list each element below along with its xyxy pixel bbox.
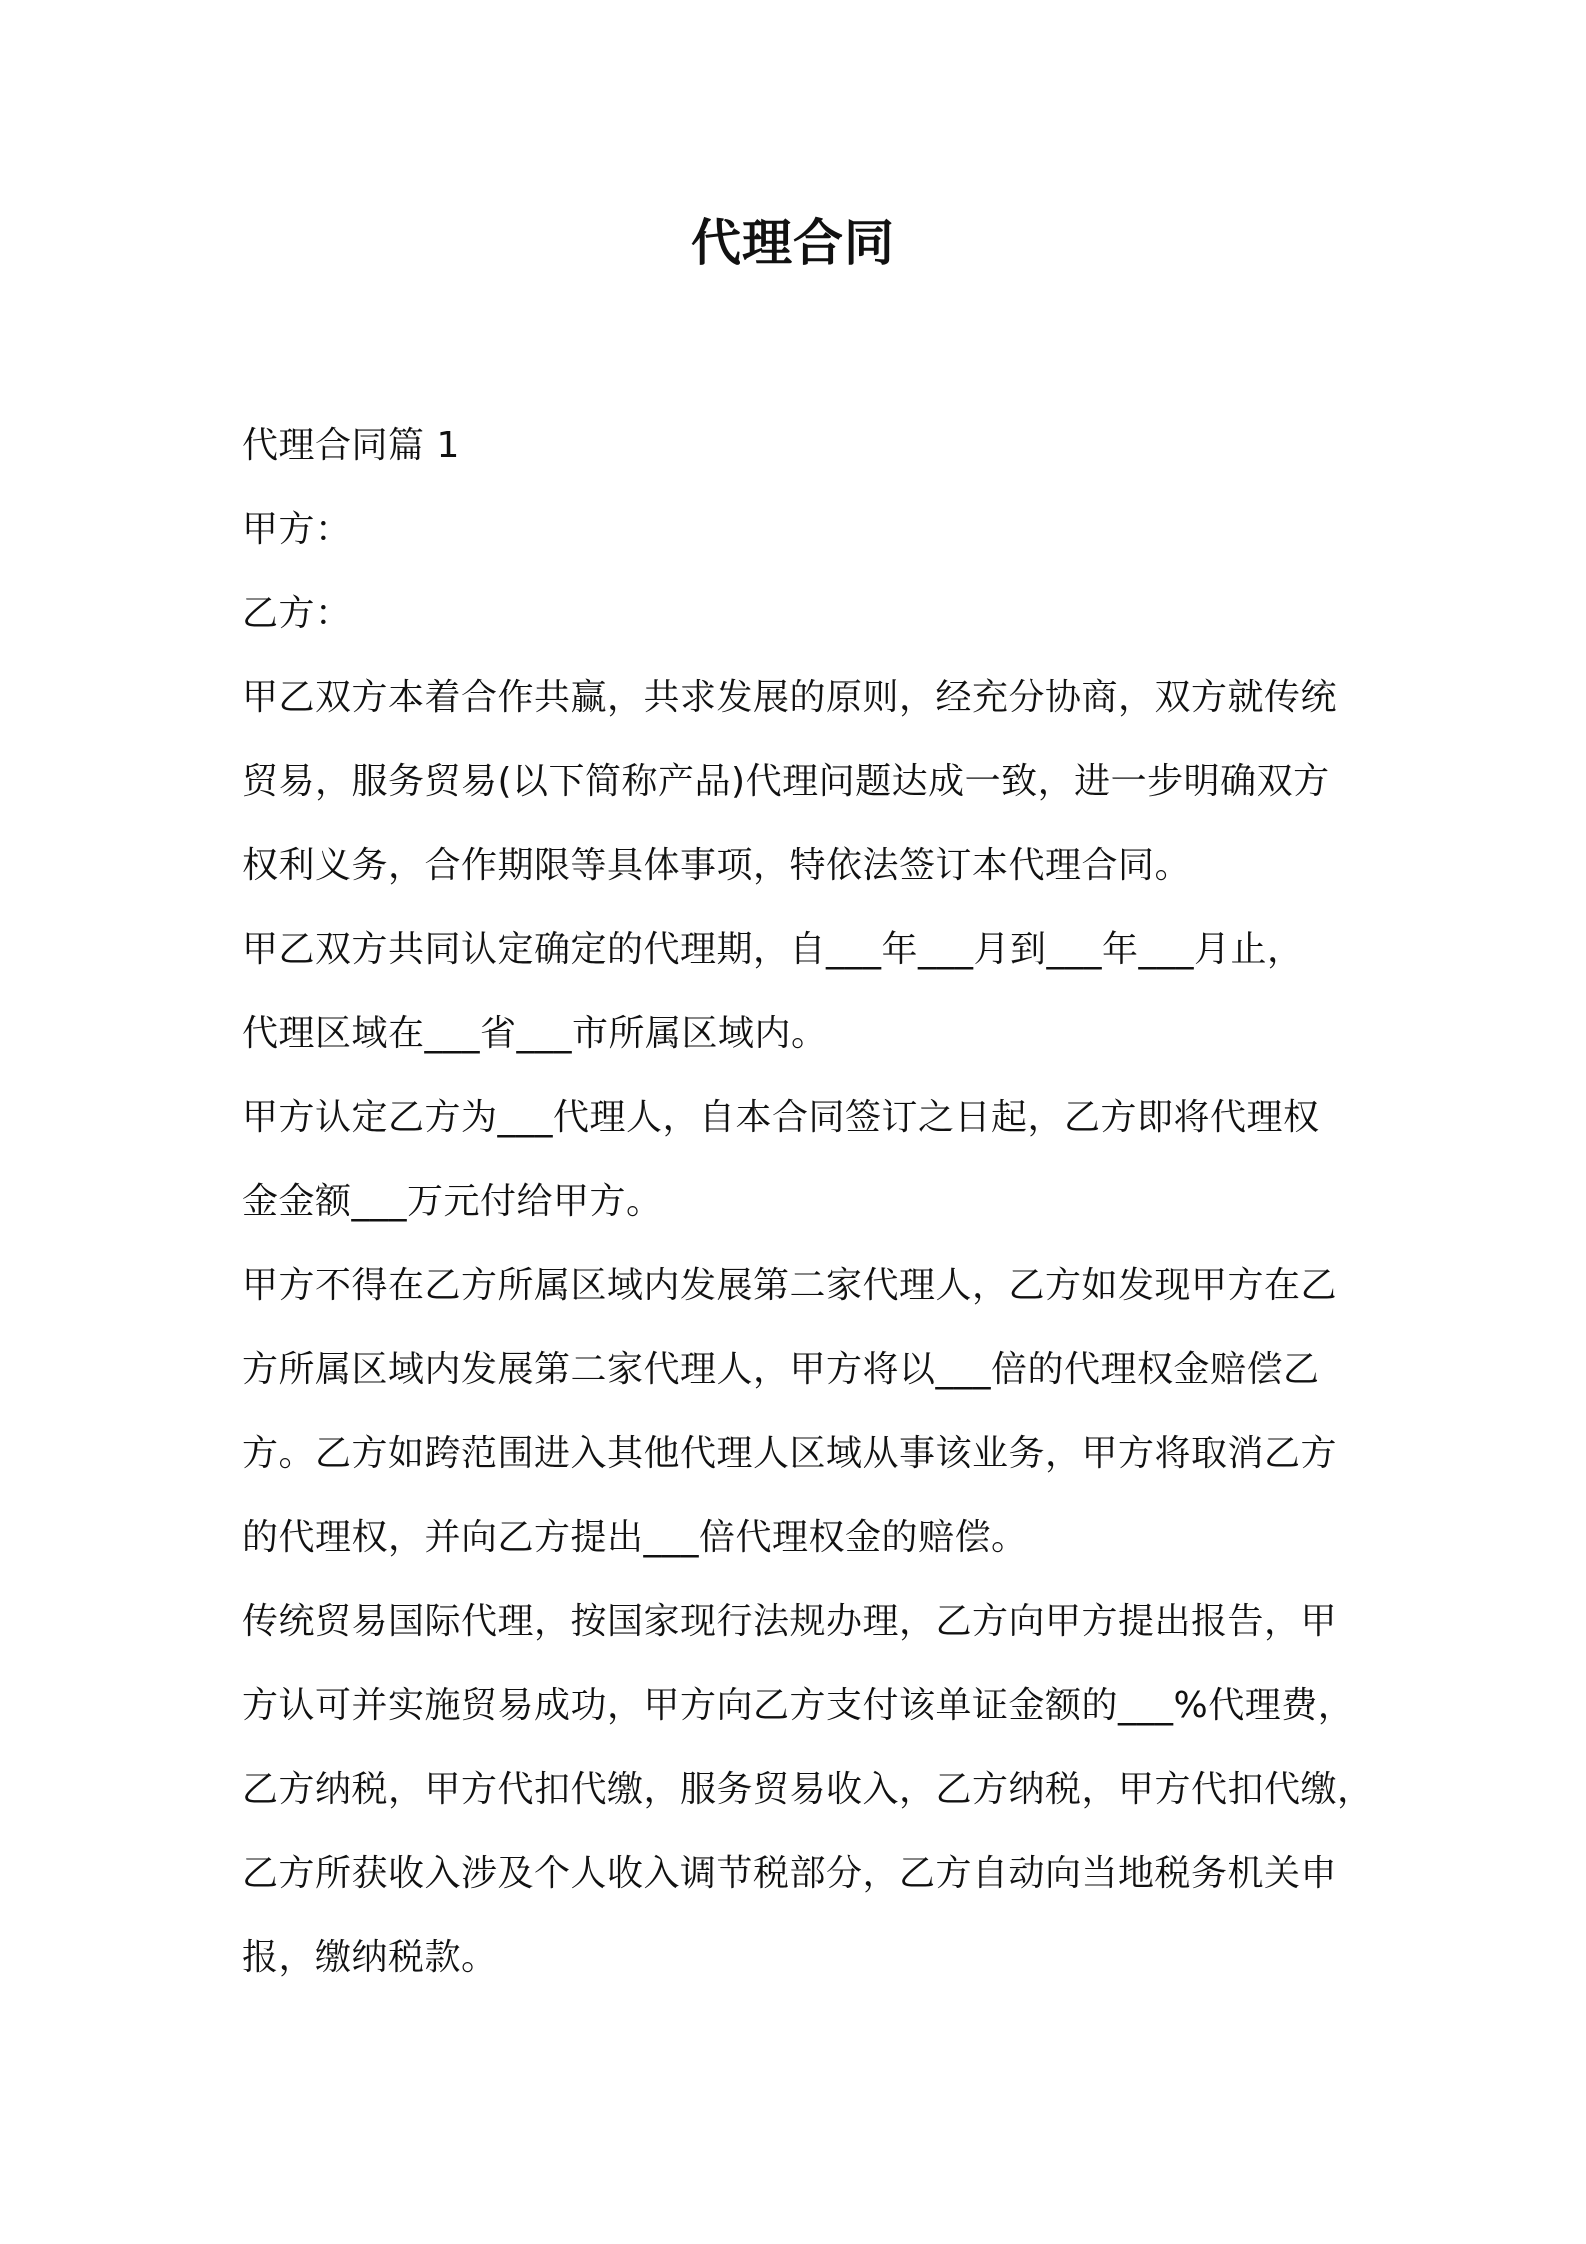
text-line: 乙方纳税，甲方代扣代缴，服务贸易收入，乙方纳税，甲方代扣代缴， (242, 1769, 1374, 1810)
section-heading: 代理合同篇 1 (242, 425, 460, 466)
document-title: 代理合同 (691, 214, 895, 272)
text-line: 方所属区域内发展第二家代理人，甲方将以___倍的代理权金赔偿乙 (242, 1349, 1320, 1390)
party-b-line: 乙方： (242, 593, 352, 634)
text-line: 金金额___万元付给甲方。 (242, 1181, 663, 1222)
text-line: 甲乙双方共同认定确定的代理期，自___年___月到___年___月止， (242, 929, 1304, 970)
text-line: 甲方不得在乙方所属区域内发展第二家代理人，乙方如发现甲方在乙 (242, 1265, 1338, 1306)
text-line: 贸易，服务贸易(以下简称产品)代理问题达成一致，进一步明确双方 (242, 761, 1330, 802)
text-line: 甲方认定乙方为___代理人，自本合同签订之日起，乙方即将代理权 (242, 1097, 1320, 1138)
text-line: 方。乙方如跨范围进入其他代理人区域从事该业务，甲方将取消乙方 (242, 1433, 1338, 1474)
document-body (242, 404, 1374, 2000)
text-line: 报，缴纳税款。 (242, 1937, 498, 1978)
text-line: 乙方所获收入涉及个人收入调节税部分，乙方自动向当地税务机关申 (242, 1853, 1338, 1894)
text-line: 权利义务，合作期限等具体事项，特依法签订本代理合同。 (242, 845, 1192, 886)
text-line: 甲乙双方本着合作共赢，共求发展的原则，经充分协商，双方就传统 (242, 677, 1338, 718)
text-line: 的代理权，并向乙方提出___倍代理权金的赔偿。 (242, 1517, 1028, 1558)
text-line: 代理区域在___省___市所属区域内。 (242, 1013, 828, 1054)
text-line: 方认可并实施贸易成功，甲方向乙方支付该单证金额的___%代理费， (242, 1685, 1355, 1726)
party-a-line: 甲方： (242, 509, 352, 550)
text-line: 传统贸易国际代理，按国家现行法规办理，乙方向甲方提出报告，甲 (242, 1601, 1338, 1642)
